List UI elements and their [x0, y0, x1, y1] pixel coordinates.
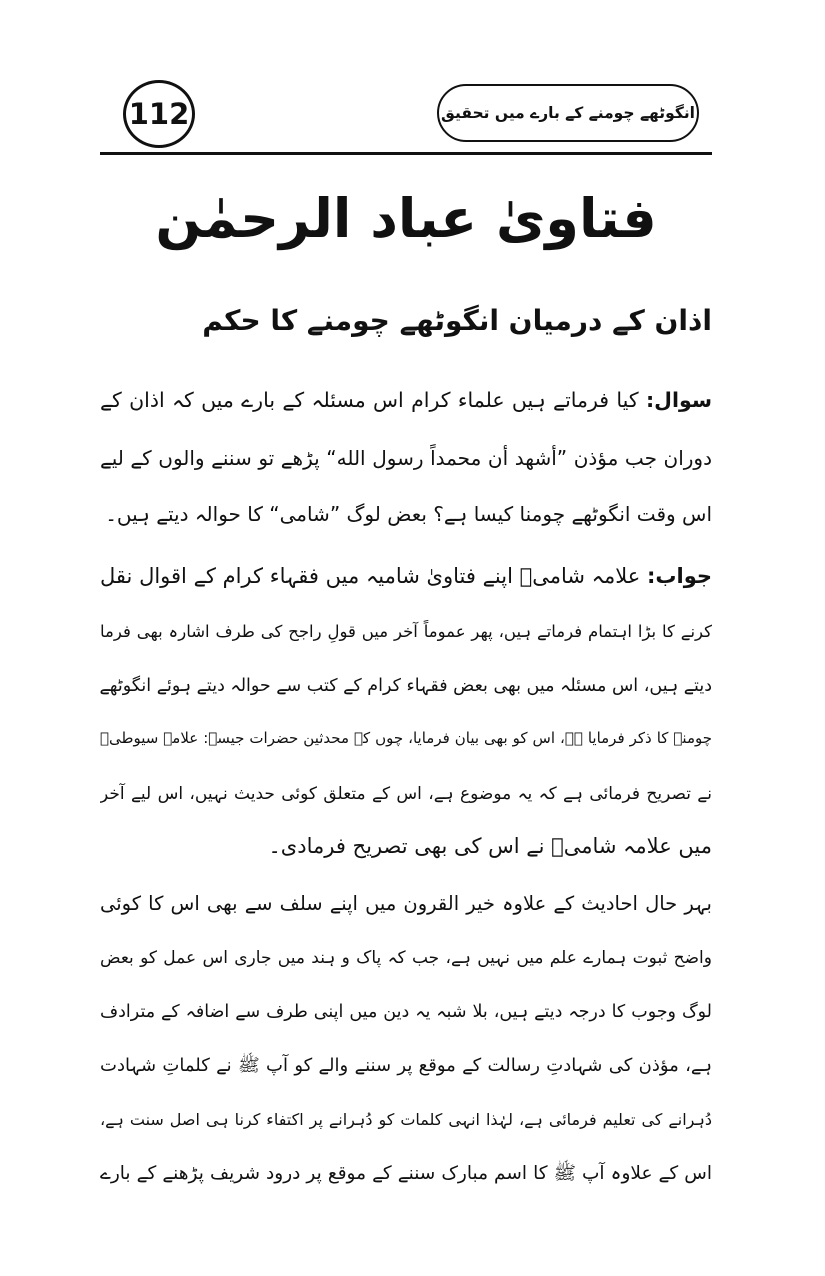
- question-text: کیا فرماتے ہیں علماء کرام اس مسئلہ کے بارے میں کہ اذان کے: [100, 388, 639, 412]
- answer-text: دیتے ہیں، اس مسئلہ میں بھی بعض فقہاء کرام کے کتب سے حوالہ دیتے ہوئے انگوٹھے: [100, 676, 712, 696]
- question-text: دوران جب مؤذن ”أشهد أن محمداً رسول الله“ پڑھے تو سننے والوں کے لیے: [100, 446, 712, 470]
- body-text: دُہرانے کی تعلیم فرمائی ہے، لہٰذا انہی کلمات کو دُہرانے پر اکتفاء کرنا ہی اصل سنت ہے،: [100, 1110, 712, 1129]
- answer-text: چومنے کا ذکر فرمایا ہے، اس کو بھی بیان فرمایا، چوں کہ محدثین حضرات جیسے: علامہ سیوطیؒ: [100, 729, 712, 747]
- body-text: واضح ثبوت ہمارے علم میں نہیں ہے، جب کہ پاک و ہند میں جاری اس عمل کو بعض: [100, 948, 712, 968]
- question-line: [100, 376, 712, 424]
- body-line: [100, 1096, 712, 1144]
- answer-text: میں علامہ شامیؒ نے اس کی بھی تصریح فرمادی۔: [268, 834, 712, 858]
- answer-line: [100, 770, 712, 818]
- page-number-badge: [123, 80, 195, 148]
- answer-label: جواب:: [647, 564, 712, 588]
- body-text: ہے، مؤذن کی شہادتِ رسالت کے موقع پر سننے والے کو آپ ﷺ نے کلماتِ شہادت: [100, 1055, 712, 1076]
- question-label: سوال:: [645, 388, 712, 412]
- question-line: [100, 434, 712, 482]
- body-line: [100, 934, 712, 982]
- answer-line: [100, 714, 712, 762]
- section-heading: اذان کے درمیان انگوٹھے چومنے کا حکم: [202, 304, 712, 337]
- question-text: اس وقت انگوٹھے چومنا کیسا ہے؟ بعض لوگ ”شامی“ کا حوالہ دیتے ہیں۔: [105, 502, 712, 526]
- body-line: [100, 1042, 712, 1090]
- answer-text: نے تصریح فرمائی ہے کہ یہ موضوع ہے، اس کے متعلق کوئی حدیث نہیں، اس لیے آخر: [100, 784, 712, 804]
- body-text: اس کے علاوہ آپ ﷺ کا اسم مبارک سننے کے موقع پر درود شریف پڑھنے کے بارے: [100, 1163, 712, 1184]
- answer-line: [100, 552, 712, 600]
- body-text: بہر حال احادیث کے علاوہ خیر القرون میں اپنے سلف سے بھی اس کا کوئی: [100, 892, 712, 915]
- answer-line: [100, 822, 712, 870]
- running-head: [437, 84, 699, 142]
- answer-line: [100, 662, 712, 710]
- answer-text: کرنے کا بڑا اہتمام فرماتے ہیں، پھر عموماً آخر میں قولِ راجح کی طرف اشارہ بھی فرما: [100, 622, 712, 641]
- running-head-text: انگوٹھے چومنے کے بارے میں تحقیق: [441, 104, 695, 122]
- page-title: فتاویٰ عباد الرحمٰن: [155, 186, 657, 250]
- body-line: [100, 988, 712, 1036]
- answer-line: [100, 608, 712, 656]
- question-line: [100, 490, 712, 538]
- body-text: لوگ وجوب کا درجہ دیتے ہیں، بلا شبہ یہ دین میں اپنی طرف سے اضافہ کے مترادف: [100, 1002, 712, 1022]
- body-line: [100, 880, 712, 928]
- page-number: 112: [128, 97, 190, 131]
- header-divider: [100, 152, 712, 155]
- answer-text: علامہ شامیؒ اپنے فتاویٰ شامیہ میں فقہاء کرام کے اقوال نقل: [100, 564, 641, 588]
- body-line: [100, 1150, 712, 1198]
